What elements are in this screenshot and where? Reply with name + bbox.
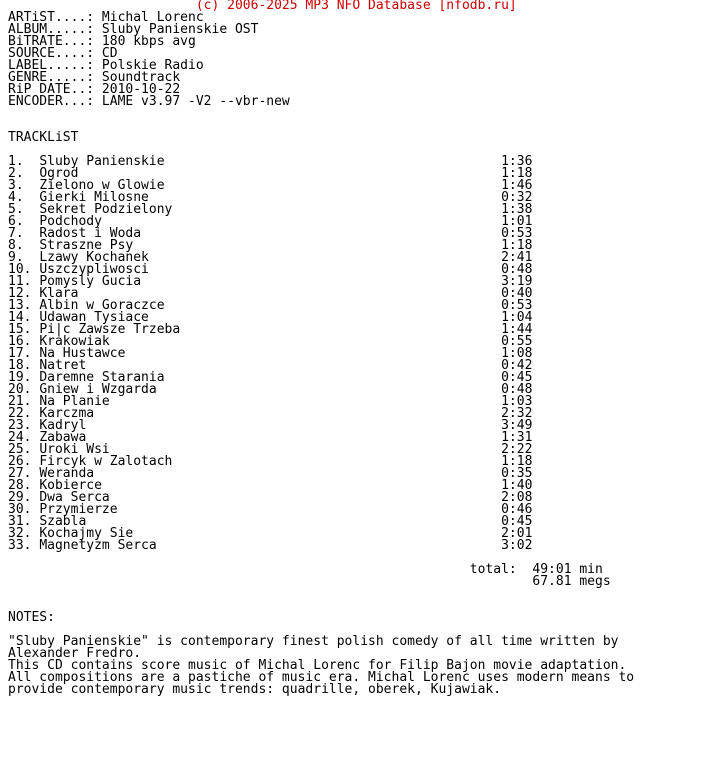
info-label: LABEL.....: Polskie Radio bbox=[8, 58, 204, 73]
track-row bbox=[8, 538, 532, 553]
track-title: Szabla bbox=[39, 514, 502, 529]
track-title: Ogrod bbox=[39, 166, 502, 181]
track-time: 3:19 bbox=[501, 274, 533, 289]
copyright-banner[interactable]: (c) 2006-2025 MP3 NFO Database [nfodb.ru] bbox=[8, 0, 517, 13]
info-artist: ARTiST....: Michal Lorenc bbox=[8, 10, 204, 25]
notes-heading: NOTES: bbox=[8, 610, 55, 625]
info-genre: GENRE.....: Soundtrack bbox=[8, 70, 181, 85]
track-number: 26. bbox=[8, 454, 40, 469]
track-title: Na Planie bbox=[39, 394, 502, 409]
track-title: Gniew i Wzgarda bbox=[39, 382, 502, 397]
track-number: 28. bbox=[8, 478, 40, 493]
track-time: 2:01 bbox=[501, 526, 533, 541]
tracklist bbox=[8, 154, 532, 553]
track-time: 0:53 bbox=[501, 226, 533, 241]
total-time: total: 49:01 min bbox=[8, 562, 603, 577]
track-time: 2:32 bbox=[501, 406, 533, 421]
track-time: 1:03 bbox=[501, 394, 533, 409]
track-title: Fircyk w Zalotach bbox=[39, 454, 502, 469]
track-number: 29. bbox=[8, 490, 40, 505]
track-title: Radost i Woda bbox=[39, 226, 502, 241]
track-number: 22. bbox=[8, 406, 40, 421]
track-title: Krakowiak bbox=[39, 334, 502, 349]
track-time: 1:18 bbox=[501, 454, 533, 469]
track-title: Klara bbox=[39, 286, 502, 301]
track-number: 14. bbox=[8, 310, 40, 325]
track-title: Sluby Panienskie bbox=[39, 154, 502, 169]
track-title: Kochajmy Sie bbox=[39, 526, 502, 541]
track-title: Karczma bbox=[39, 406, 502, 421]
track-time: 1:04 bbox=[501, 310, 533, 325]
track-number: 21. bbox=[8, 394, 40, 409]
track-time: 1:40 bbox=[501, 478, 533, 493]
track-time: 1:18 bbox=[501, 166, 533, 181]
track-number: 7. bbox=[8, 226, 40, 241]
track-title: Magnetyzm Serca bbox=[39, 538, 502, 553]
track-number: 17. bbox=[8, 346, 40, 361]
track-time: 0:32 bbox=[501, 190, 533, 205]
track-title: Zielono w Glowie bbox=[39, 178, 502, 193]
track-number: 20. bbox=[8, 382, 40, 397]
info-album: ALBUM.....: Sluby Panienskie OST bbox=[8, 22, 259, 37]
track-number: 19. bbox=[8, 370, 40, 385]
track-title: Zabawa bbox=[39, 430, 502, 445]
track-number: 23. bbox=[8, 418, 40, 433]
track-title: Dwa Serca bbox=[39, 490, 502, 505]
info-bitrate: BiTRATE...: 180 kbps avg bbox=[8, 34, 196, 49]
track-time: 2:08 bbox=[501, 490, 533, 505]
track-time: 0:46 bbox=[501, 502, 533, 517]
track-number: 12. bbox=[8, 286, 40, 301]
track-title: Przymierze bbox=[39, 502, 502, 517]
track-time: 0:48 bbox=[501, 262, 533, 277]
track-time: 0:35 bbox=[501, 466, 533, 481]
track-title: Udawan Tysiace bbox=[39, 310, 502, 325]
track-title: Natret bbox=[39, 358, 502, 373]
notes-line: All compositions are a pastiche of music era. Michal Lorenc uses modern means to bbox=[8, 670, 635, 685]
nfo-text bbox=[8, 0, 634, 696]
track-time: 0:53 bbox=[501, 298, 533, 313]
track-title: Pi|c Zawsze Trzeba bbox=[39, 322, 502, 337]
track-time: 0:48 bbox=[501, 382, 533, 397]
track-number: 3. bbox=[8, 178, 40, 193]
track-time: 3:49 bbox=[501, 418, 533, 433]
track-time: 0:42 bbox=[501, 358, 533, 373]
track-title: Uszczypliwosci bbox=[39, 262, 502, 277]
track-time: 1:36 bbox=[501, 154, 533, 169]
tracklist-heading: TRACKLiST bbox=[8, 130, 79, 145]
track-time: 1:46 bbox=[501, 178, 533, 193]
track-title: Sekret Podzielony bbox=[39, 202, 502, 217]
track-title: Albin w Goraczce bbox=[39, 298, 502, 313]
track-time: 0:55 bbox=[501, 334, 533, 349]
track-title: Kobierce bbox=[39, 478, 502, 493]
notes-line: Alexander Fredro. bbox=[8, 646, 142, 661]
track-number: 8. bbox=[8, 238, 40, 253]
info-source: SOURCE....: CD bbox=[8, 46, 118, 61]
track-time: 2:41 bbox=[501, 250, 533, 265]
track-time: 1:18 bbox=[501, 238, 533, 253]
track-title: Weranda bbox=[39, 466, 502, 481]
info-encoder: ENCODER...: LAME v3.97 -V2 --vbr-new bbox=[8, 94, 290, 109]
track-number: 2. bbox=[8, 166, 40, 181]
track-number: 5. bbox=[8, 202, 40, 217]
track-time: 0:45 bbox=[501, 370, 533, 385]
track-time: 1:01 bbox=[501, 214, 533, 229]
track-number: 9. bbox=[8, 250, 40, 265]
track-time: 2:22 bbox=[501, 442, 533, 457]
track-number: 31. bbox=[8, 514, 40, 529]
track-title: Lzawy Kochanek bbox=[39, 250, 502, 265]
track-time: 0:45 bbox=[501, 514, 533, 529]
track-time: 1:31 bbox=[501, 430, 533, 445]
track-number: 1. bbox=[8, 154, 40, 169]
track-title: Gierki Milosne bbox=[39, 190, 502, 205]
notes-line: provide contemporary music trends: quadrille, oberek, Kujawiak. bbox=[8, 682, 502, 696]
track-time: 0:40 bbox=[501, 286, 533, 301]
track-number: 18. bbox=[8, 358, 40, 373]
track-number: 10. bbox=[8, 262, 40, 277]
track-time: 1:08 bbox=[501, 346, 533, 361]
track-number: 33. bbox=[8, 538, 40, 553]
track-title: Pomysly Gucia bbox=[39, 274, 502, 289]
track-number: 27. bbox=[8, 466, 40, 481]
track-number: 13. bbox=[8, 298, 40, 313]
track-time: 3:02 bbox=[501, 538, 533, 553]
track-title: Uroki Wsi bbox=[39, 442, 502, 457]
total-size: 67.81 megs bbox=[8, 574, 611, 589]
track-time: 1:44 bbox=[501, 322, 533, 337]
track-title: Podchody bbox=[39, 214, 502, 229]
track-title: Kadryl bbox=[39, 418, 502, 433]
track-number: 16. bbox=[8, 334, 40, 349]
track-number: 4. bbox=[8, 190, 40, 205]
track-number: 6. bbox=[8, 214, 40, 229]
track-number: 15. bbox=[8, 322, 40, 337]
track-title: Straszne Psy bbox=[39, 238, 502, 253]
track-number: 24. bbox=[8, 430, 40, 445]
notes-line: "Sluby Panienskie" is contemporary finest polish comedy of all time written by bbox=[8, 634, 619, 649]
track-number: 32. bbox=[8, 526, 40, 541]
notes-line: This CD contains score music of Michal Lorenc for Filip Bajon movie adaptation. bbox=[8, 658, 627, 673]
track-title: Na Hustawce bbox=[39, 346, 502, 361]
track-number: 11. bbox=[8, 274, 40, 289]
track-number: 25. bbox=[8, 442, 40, 457]
track-time: 1:38 bbox=[501, 202, 533, 217]
info-rip-date: RiP DATE..: 2010-10-22 bbox=[8, 82, 181, 97]
track-number: 30. bbox=[8, 502, 40, 517]
track-title: Daremne Starania bbox=[39, 370, 502, 385]
